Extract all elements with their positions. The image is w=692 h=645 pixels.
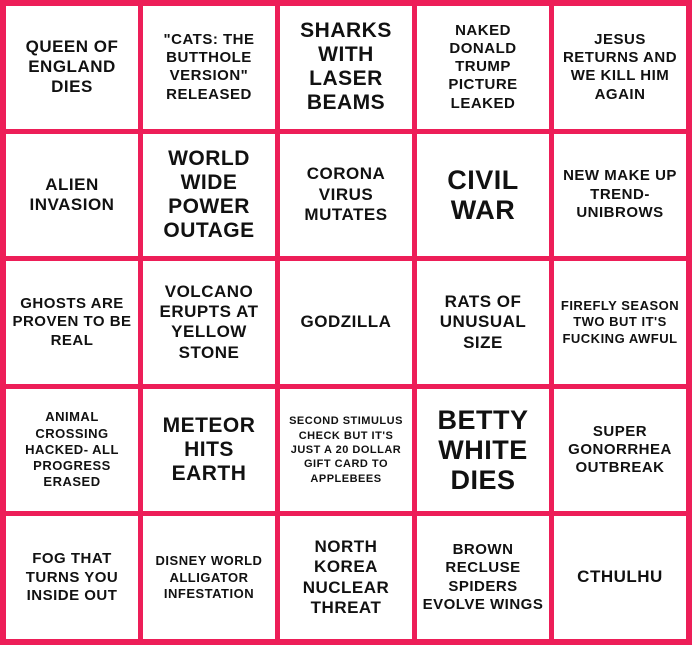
bingo-cell[interactable] [143,261,275,384]
bingo-cell[interactable] [6,261,138,384]
bingo-cell-label: CORONA VIRUS MUTATES [304,164,388,225]
bingo-cell[interactable] [280,134,412,257]
bingo-cell-label: NEW MAKE UP TREND- UNIBROWS [563,167,677,222]
bingo-cell[interactable] [280,6,412,129]
bingo-cell-label: FOG THAT TURNS YOU INSIDE OUT [25,550,119,604]
bingo-cell[interactable] [6,6,138,129]
bingo-cell[interactable] [417,261,549,384]
bingo-cell[interactable] [143,134,275,257]
bingo-cell-label: ANIMAL CROSSING HACKED- ALL PROGRESS ERASED [25,409,119,490]
bingo-cell-label: "CATS: THE BUTTHOLE VERSION" RELEASED [163,30,255,103]
bingo-cell[interactable] [417,516,549,639]
bingo-cell-label: BROWN RECLUSE SPIDERS EVOLVE WINGS [422,541,544,613]
bingo-cell-label: CIVIL WAR [447,164,519,225]
bingo-cell[interactable] [143,389,275,512]
bingo-cell-label: BETTY WHITE DIES [437,404,529,496]
bingo-cell-label: GODZILLA [300,312,392,332]
bingo-cell[interactable] [6,389,138,512]
bingo-cell-label: FIREFLY SEASON TWO BUT IT'S FUCKING AWFUL [560,298,680,346]
bingo-cell[interactable] [280,516,412,639]
bingo-grid [6,6,686,639]
bingo-cell-label: SECOND STIMULUS CHECK BUT IT'S JUST A 20 DOLLAR GIFT CARD TO APPLEBEES [289,415,403,485]
bingo-cell[interactable] [554,134,686,257]
bingo-cell-label: SHARKS WITH LASER BEAMS [300,19,392,115]
bingo-cell-label: RATS OF UNUSUAL SIZE [439,291,527,352]
bingo-cell[interactable] [554,389,686,512]
bingo-cell[interactable] [417,389,549,512]
bingo-cell[interactable] [417,6,549,129]
bingo-cell-label: SUPER GONORRHEA OUTBREAK [568,422,672,477]
bingo-cell[interactable] [6,134,138,257]
bingo-cell[interactable] [280,389,412,512]
bingo-cell-label: NAKED DONALD TRUMP PICTURE LEAKED [448,21,518,112]
bingo-cell-label: NORTH KOREA NUCLEAR THREAT [302,536,390,618]
bingo-cell-label: JESUS RETURNS AND WE KILL HIM AGAIN [562,30,678,103]
bingo-cell[interactable] [280,261,412,384]
bingo-cell[interactable] [6,516,138,639]
bingo-cell-label: CTHULHU [577,567,663,587]
bingo-cell[interactable] [143,516,275,639]
bingo-cell[interactable] [554,261,686,384]
bingo-cell-label: DISNEY WORLD ALLIGATOR INFESTATION [155,553,263,601]
bingo-cell-label: ALIEN INVASION [29,174,115,214]
bingo-cell[interactable] [554,516,686,639]
bingo-cell-label: QUEEN OF ENGLAND DIES [25,36,119,97]
bingo-cell[interactable] [554,6,686,129]
bingo-cell-label: WORLD WIDE POWER OUTAGE [163,147,255,242]
bingo-cell[interactable] [417,134,549,257]
bingo-cell[interactable] [143,6,275,129]
bingo-cell-label: GHOSTS ARE PROVEN TO BE REAL [12,295,132,349]
bingo-cell-label: METEOR HITS EARTH [162,414,256,486]
bingo-cell-label: VOLCANO ERUPTS AT YELLOW STONE [159,281,259,362]
